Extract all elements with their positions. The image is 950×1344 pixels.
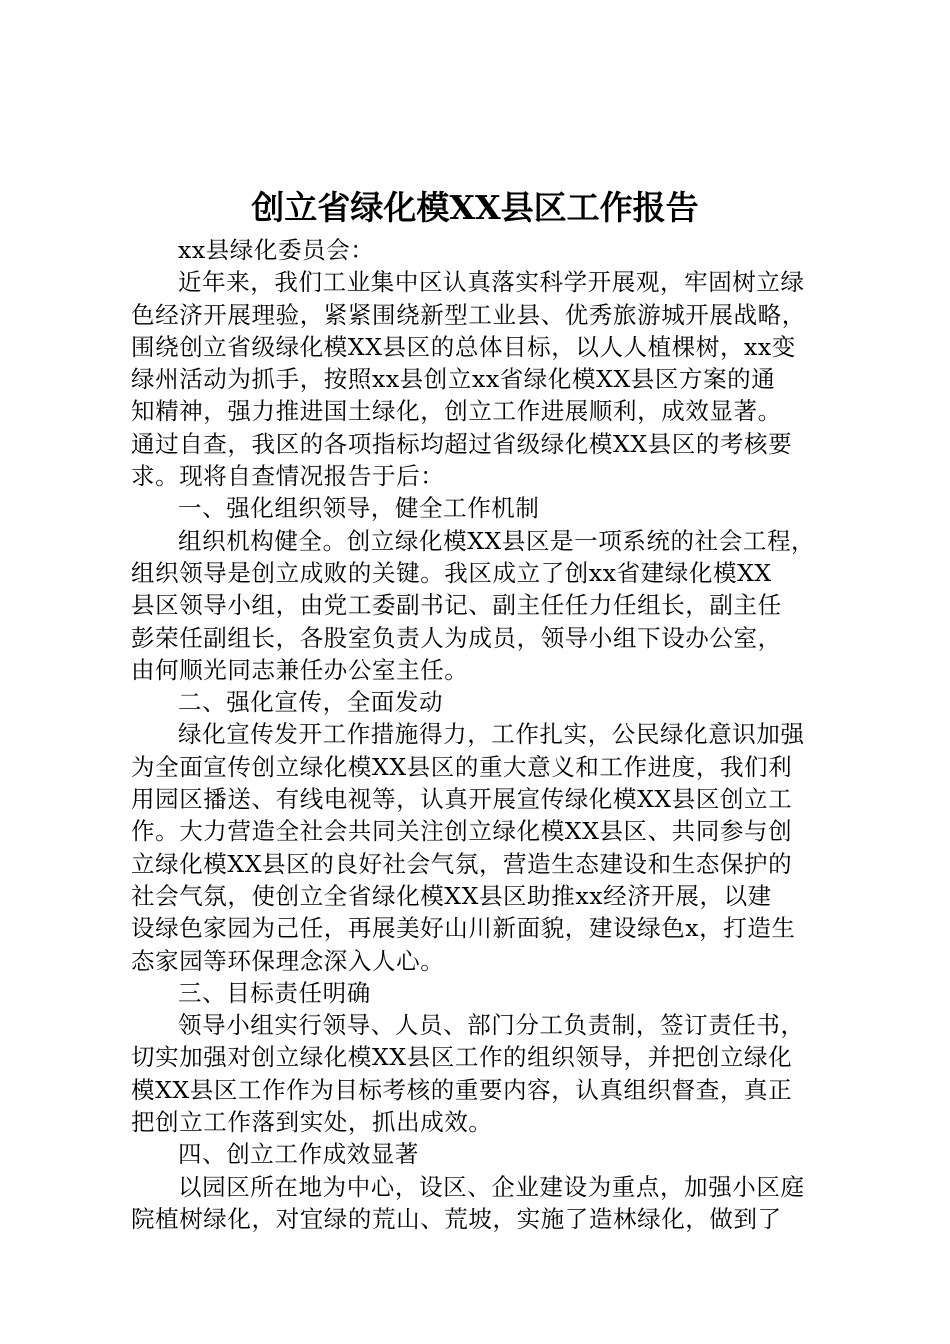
paragraph-line: 知精神，强力推进国土绿化，创立工作进展顺利，成效显著。 (131, 397, 782, 426)
paragraph-line: 社会气氛，使创立全省绿化模XX县区助推xx经济开展，以建 (131, 881, 772, 910)
paragraph-start-line: 二、强化宣传，全面发动 (178, 688, 444, 717)
paragraph-line: 立绿化模XX县区的良好社会气氛，营造生态建设和生态保护的 (131, 849, 793, 878)
paragraph-line: 绿州活动为抓手，按照xx县创立xx省绿化模XX县区方案的通 (131, 365, 776, 394)
paragraph-line: 作。大力营造全社会共同关注创立绿化模XX县区、共同参与创 (131, 817, 793, 846)
paragraph-start-line: 领导小组实行领导、人员、部门分工负责制，签订责任书， (178, 1011, 805, 1040)
paragraph-start-line: 四、创立工作成效显著 (178, 1140, 419, 1169)
paragraph-line: 把创立工作落到实处，抓出成效。 (131, 1108, 493, 1137)
paragraph-line: 色经济开展理验，紧紧围绕新型工业县、优秀旅游城开展战略， (131, 300, 806, 329)
paragraph-line: 模XX县区工作作为目标考核的重要内容，认真组织督查，真正 (131, 1075, 793, 1104)
paragraph-start-line: 近年来，我们工业集中区认真落实科学开展观，牢固树立绿 (178, 268, 805, 297)
paragraph-line: 围绕创立省级绿化模XX县区的总体目标，以人人植棵树，xx变 (131, 332, 796, 361)
paragraph-start-line: 一、强化组织领导，健全工作机制 (178, 494, 540, 523)
paragraph-start-line: 三、目标责任明确 (178, 978, 371, 1007)
document-title: 创立省绿化模XX县区工作报告 (251, 188, 699, 227)
paragraph-line: 县区领导小组，由党工委副书记、副主任任力任组长，副主任 (131, 591, 782, 620)
paragraph-start-line: xx县绿化委员会： (178, 236, 375, 264)
paragraph-line: 求。现将自查情况报告于后： (131, 462, 445, 491)
paragraph-line: 彭荣任副组长，各股室负责人为成员，领导小组下设办公室， (131, 623, 782, 652)
document-body (131, 234, 831, 1235)
paragraph-line: 用园区播送、有线电视等，认真开展宣传绿化模XX县区创立工 (131, 785, 793, 814)
paragraph-line: 由何顺光同志兼任办公室主任。 (131, 655, 469, 684)
paragraph-line: 院植树绿化，对宜绿的荒山、荒坡，实施了造林绿化，做到了 (131, 1204, 782, 1233)
paragraph-line: 态家园等环保理念深入人心。 (131, 946, 445, 975)
paragraph-start-line: 绿化宣传发开工作措施得力，工作扎实，公民绿化意识加强 (178, 720, 805, 749)
paragraph-line: 设绿色家园为己任，再展美好山川新面貌，建设绿色x，打造生 (131, 914, 796, 943)
paragraph-line: 通过自查，我区的各项指标均超过省级绿化模XX县区的考核要 (131, 429, 793, 458)
paragraph-line: 切实加强对创立绿化模XX县区工作的组织领导，并把创立绿化 (131, 1043, 793, 1072)
paragraph-start-line: 以园区所在地为中心，设区、企业建设为重点，加强小区庭 (178, 1172, 805, 1201)
paragraph-line: 组织领导是创立成败的关键。我区成立了创xx省建绿化模XX (131, 558, 772, 587)
paragraph-start-line: 组织机构健全。创立绿化模XX县区是一项系统的社会工程， (178, 526, 816, 555)
paragraph-line: 为全面宣传创立绿化模XX县区的重大意义和工作进度，我们利 (131, 752, 793, 781)
